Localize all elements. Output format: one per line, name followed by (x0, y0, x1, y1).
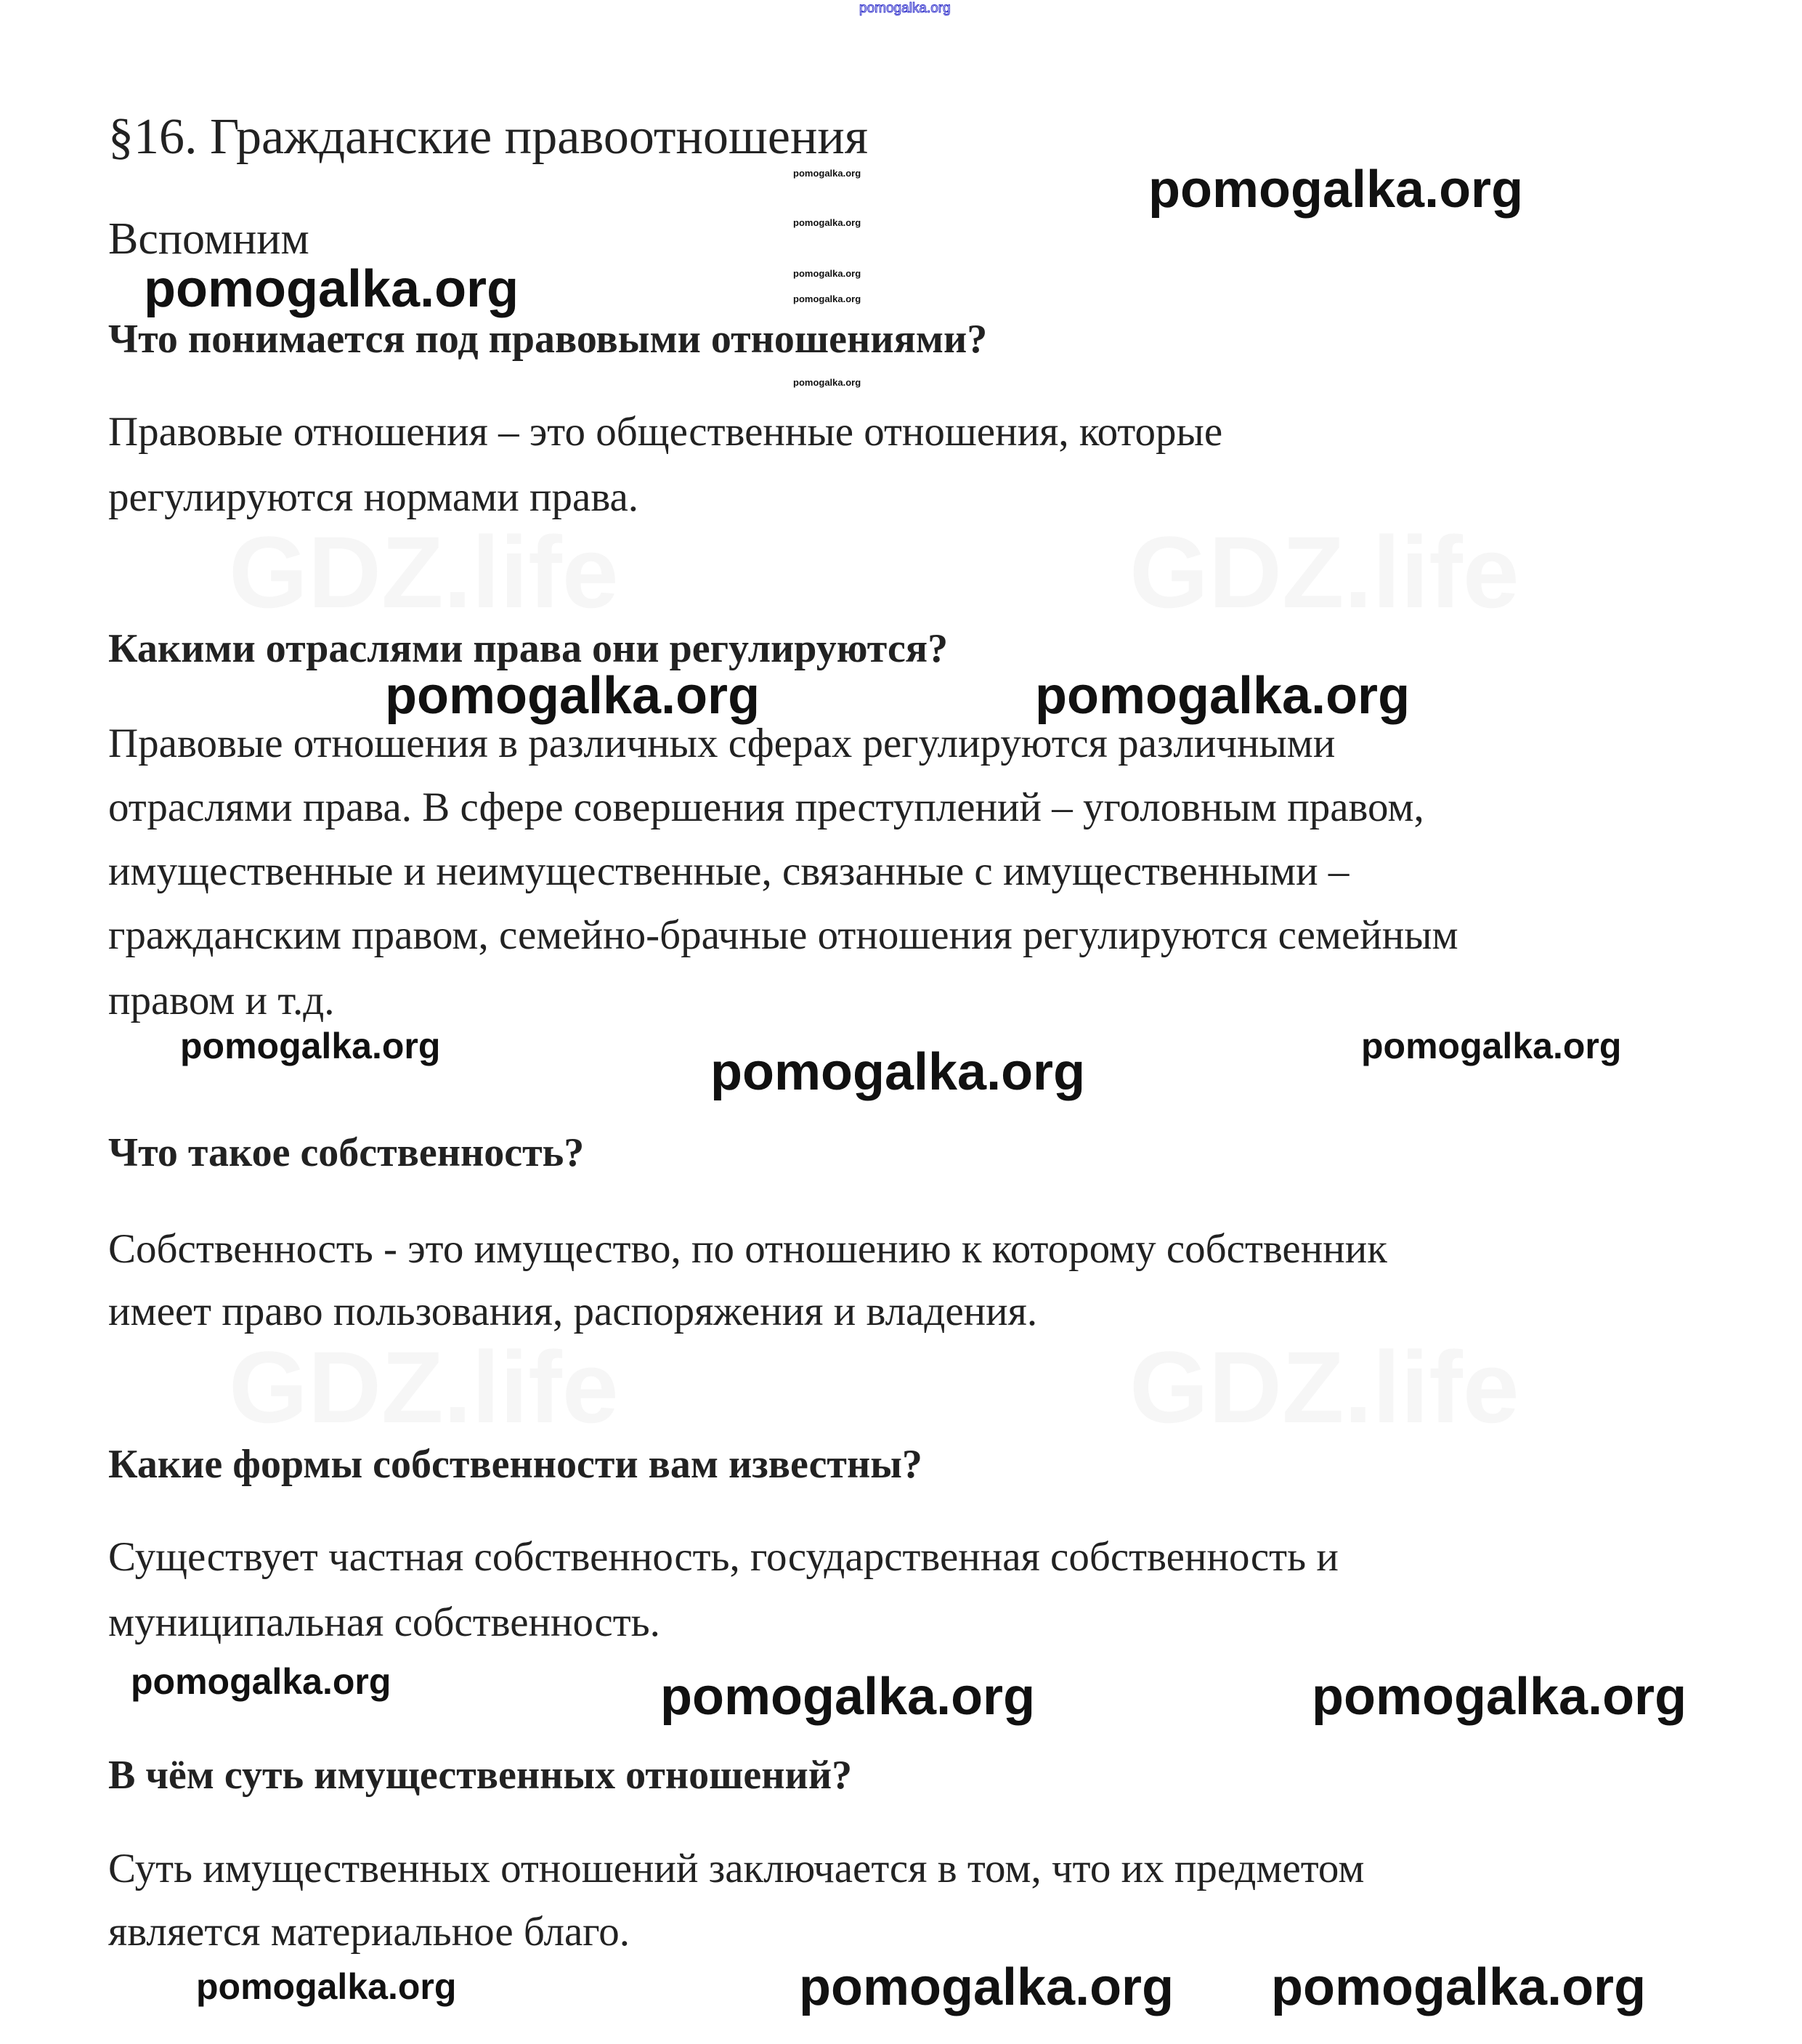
watermark: pomogalka.org (793, 168, 861, 179)
watermark: pomogalka.org (1271, 1958, 1647, 2016)
question-4: Какие формы собственности вам известны? (108, 1442, 922, 1487)
watermark: pomogalka.org (660, 1668, 1036, 1726)
question-3: Что такое собственность? (108, 1130, 585, 1175)
watermark: pomogalka.org (196, 1966, 457, 2007)
watermark: pomogalka.org (710, 1043, 1086, 1101)
answer-5-line: Суть имущественных отношений заключается в том, что их предметом (108, 1846, 1365, 1891)
question-2: Какими отраслями права они регулируются? (108, 626, 949, 671)
faint-watermark: GDZ.life (229, 515, 619, 629)
answer-2-line: имущественные и неимущественные, связанные с имущественными – (108, 848, 1350, 894)
watermark: pomogalka.org (1361, 1026, 1622, 1066)
question-1: Что понимается под правовыми отношениями? (108, 317, 988, 362)
answer-4-line: Существует частная собственность, государственная собственность и (108, 1534, 1339, 1580)
faint-watermark: GDZ.life (1129, 1330, 1519, 1444)
answer-2-line: правом и т.д. (108, 978, 335, 1023)
answer-5-line: является материальное благо. (108, 1909, 630, 1955)
answer-3-line: имеет право пользования, распоряжения и владения. (108, 1289, 1038, 1334)
answer-1-line: регулируются нормами права. (108, 474, 639, 520)
section-subtitle: Вспомним (108, 214, 309, 264)
watermark: pomogalka.org (385, 667, 760, 725)
watermark: pomogalka.org (793, 293, 861, 304)
answer-2-line: Правовые отношения в различных сферах регулируются различными (108, 721, 1336, 766)
page-title: §16. Гражданские правоотношения (108, 109, 869, 165)
watermark: pomogalka.org (1148, 161, 1524, 219)
watermark: pomogalka.org (1312, 1668, 1687, 1726)
answer-4-line: муниципальная собственность. (108, 1599, 660, 1645)
watermark: pomogalka.org (1035, 667, 1411, 725)
top-watermark: pomogalka.org (859, 1, 951, 16)
watermark: pomogalka.org (180, 1026, 441, 1066)
answer-2-line: гражданским правом, семейно-брачные отношения регулируются семейным (108, 912, 1458, 958)
watermark: pomogalka.org (793, 377, 861, 388)
watermark: pomogalka.org (793, 217, 861, 228)
watermark: pomogalka.org (144, 260, 519, 318)
watermark: pomogalka.org (799, 1958, 1174, 2016)
watermark: pomogalka.org (793, 268, 861, 279)
faint-watermark: GDZ.life (229, 1330, 619, 1444)
answer-3-line: Собственность - это имущество, по отношению к которому собственник (108, 1226, 1387, 1272)
answer-2-line: отраслями права. В сфере совершения преступлений – уголовным правом, (108, 784, 1424, 830)
question-5: В чём суть имущественных отношений? (108, 1753, 853, 1798)
watermark: pomogalka.org (131, 1661, 391, 1702)
answer-1-line: Правовые отношения – это общественные отношения, которые (108, 409, 1223, 455)
faint-watermark: GDZ.life (1129, 515, 1519, 629)
